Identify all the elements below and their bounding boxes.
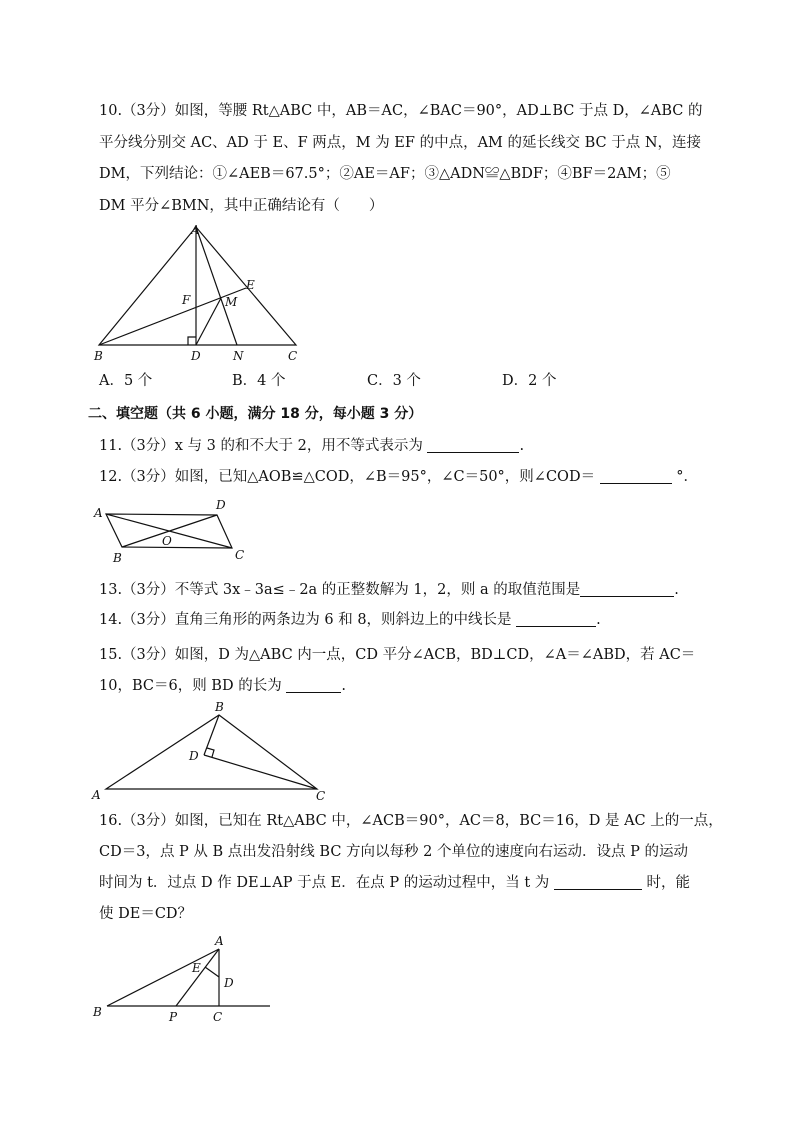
- q13-end: .: [674, 582, 679, 598]
- q11-end: .: [519, 438, 525, 454]
- label-c: C: [316, 789, 326, 803]
- q13-text: 13.（3分）不等式 3x﹣3a≤﹣2a 的正整数解为 1，2，则 a 的取值范围是: [99, 582, 581, 598]
- q10-option-d: D．2 个: [502, 373, 557, 389]
- q10-line-1: 10.（3分）如图，等腰 Rt△ABC 中，AB＝AC，∠BAC＝90°，AD⊥BC 于点 D，∠ABC 的: [99, 103, 703, 119]
- q14-text: 14.（3分）直角三角形的两条边为 6 和 8，则斜边上的中线长是: [99, 612, 512, 628]
- label-a: A: [92, 788, 101, 802]
- q15-text: 10，BC＝6，则 BD 的长为: [99, 678, 282, 694]
- label-n: N: [233, 349, 244, 363]
- q10-line-4: DM 平分∠BMN，其中正确结论有（ ）: [99, 198, 384, 214]
- q15-end: .: [341, 678, 346, 694]
- label-b: B: [113, 551, 122, 565]
- label-c: C: [213, 1010, 223, 1024]
- label-e: E: [246, 278, 255, 292]
- label-d: D: [189, 749, 199, 763]
- label-d: D: [224, 976, 234, 990]
- label-b: B: [215, 700, 224, 714]
- q16-line-1: 16.（3分）如图，已知在 Rt△ABC 中，∠ACB＝90°，AC＝8，BC＝16，D 是 AC 上的一点，: [99, 813, 723, 829]
- q11-text: 11.（3分）x 与 3 的和不大于 2，用不等式表示为: [99, 438, 423, 454]
- segment-de: [205, 967, 219, 977]
- segment-ap: [176, 949, 219, 1006]
- label-d: D: [191, 349, 201, 363]
- label-c: C: [288, 349, 298, 363]
- q12-end: °．: [676, 469, 699, 485]
- label-m: M: [225, 295, 238, 309]
- q10-option-a: A．5 个: [99, 373, 153, 389]
- q12-text: 12.（3分）如图，已知△AOB≌△COD，∠B＝95°，∠C＝50°，则∠COD＝: [99, 469, 596, 485]
- q16-text: 时间为 t．过点 D 作 DE⊥AP 于点 E．在点 P 的运动过程中，当 t 为: [99, 875, 550, 891]
- label-c: C: [235, 548, 245, 562]
- section-heading: 二、填空题（共 6 小题，满分 18 分，每小题 3 分）: [88, 406, 423, 422]
- q14-end: .: [596, 612, 601, 628]
- label-b: B: [93, 1005, 102, 1019]
- label-p: P: [169, 1010, 178, 1024]
- q10-option-b: B．4 个: [232, 373, 286, 389]
- label-a: A: [215, 934, 224, 948]
- q16-line-2: CD＝3，点 P 从 B 点出发沿射线 BC 方向以每秒 2 个单位的速度向右运动．设点 P 的运动: [99, 844, 688, 860]
- label-a: A: [191, 223, 200, 237]
- label-d: D: [216, 498, 226, 512]
- q15-line-1: 15.（3分）如图，D 为△ABC 内一点，CD 平分∠ACB，BD⊥CD，∠A＝∠ABD，若 AC＝: [99, 647, 696, 663]
- q16-line-4: 使 DE＝CD？: [99, 906, 193, 922]
- label-e: E: [192, 961, 201, 975]
- label-o: O: [162, 534, 172, 548]
- label-f: F: [182, 293, 191, 307]
- q10-line-3: DM，下列结论：①∠AEB＝67.5°；②AE＝AF；③△ADN≌△BDF；④BF＝2AM；⑤: [99, 166, 671, 182]
- label-a: A: [94, 506, 103, 520]
- q16-end: 时，能: [646, 875, 691, 891]
- q10-line-2: 平分线分别交 AC、AD 于 E、F 两点，M 为 EF 的中点，AM 的延长线交 BC 于点 N，连接: [99, 135, 702, 151]
- segment-ba: [107, 949, 219, 1006]
- q10-option-c: C．3 个: [367, 373, 421, 389]
- label-b: B: [94, 349, 103, 363]
